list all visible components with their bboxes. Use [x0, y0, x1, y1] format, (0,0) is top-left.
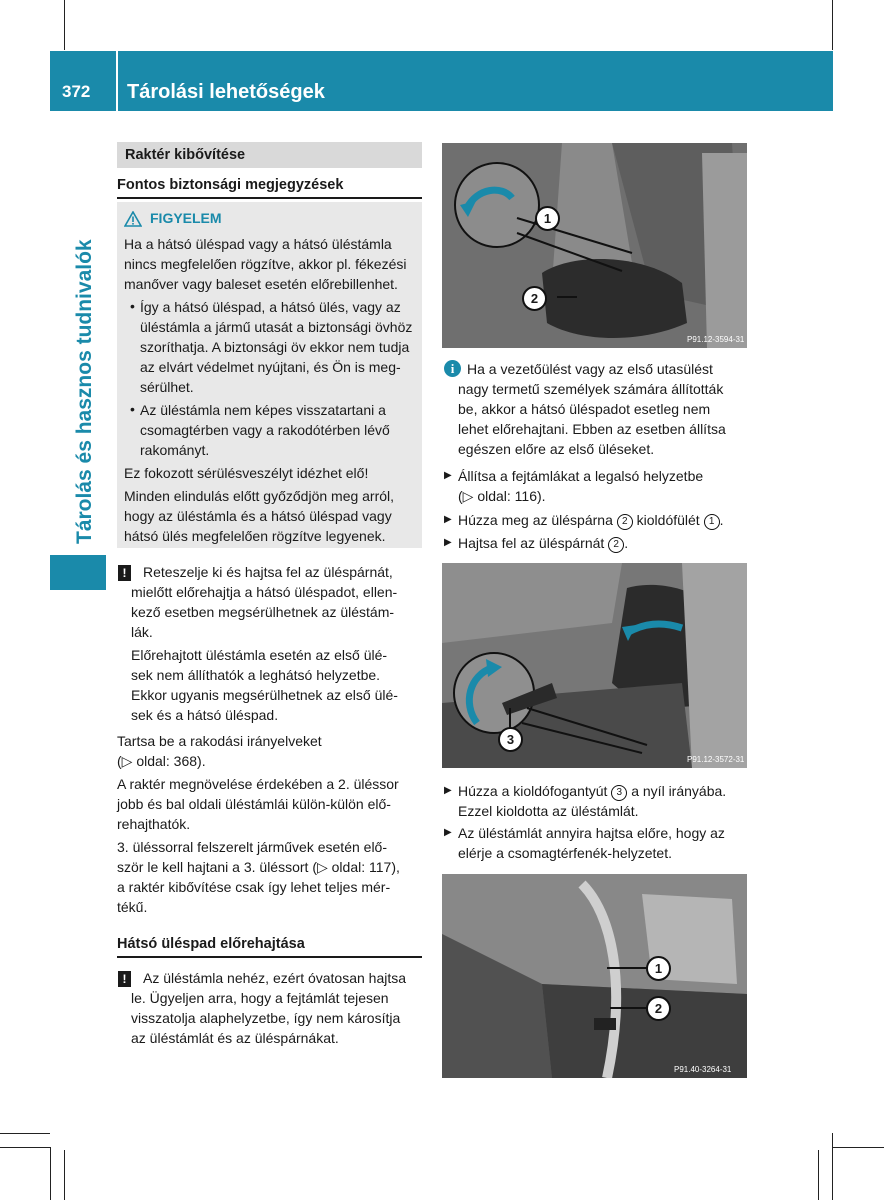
note-line: Reteszelje ki és hajtsa fel az üléspárnát,: [143, 564, 393, 580]
crop-mark: [64, 0, 65, 50]
photo-code: P91.12-3572-31: [687, 755, 745, 764]
step-text: Hajtsa fel az üléspárnát: [458, 535, 609, 551]
heading-rule: [117, 197, 422, 199]
warning-line: nincs megfelelően rögzítve, akkor pl. fékezési: [124, 256, 407, 272]
note-line: lák.: [131, 624, 153, 640]
step-line: [458, 781, 726, 802]
note-line: le. Ügyeljen arra, hogy a fejtámlát tejesen: [131, 990, 389, 1006]
side-tab-marker: [50, 555, 106, 590]
cargo-area-strap-photo: [442, 874, 747, 1078]
page-reference-link[interactable]: (▷ oldal: 368).: [117, 753, 206, 769]
fold-heading: Hátsó üléspad előrehajtása: [117, 936, 305, 952]
warning-line: manőver vagy baleset esetén előrebillenhet.: [124, 276, 398, 292]
body-line: A raktér megnövelése érdekében a 2. üléssor: [117, 776, 399, 792]
callout-2: 2: [646, 996, 671, 1021]
step-line: [458, 533, 628, 554]
note-line: visszatolja alaphelyzetbe, így nem károsítja: [131, 1010, 401, 1026]
note-line: kező esetben megsérülhetnek az üléstám-: [131, 604, 395, 620]
body-line: a raktér kibővítése csak így lehet teljes mér-: [117, 879, 391, 895]
side-tab-label: Tárolás és hasznos tudnivalók: [73, 239, 96, 544]
warning-bullet-line: Így a hátsó üléspad, a hátsó ülés, vagy az: [140, 299, 401, 315]
warning-line: Minden elindulás előtt győződjön meg arról,: [124, 488, 395, 504]
crop-mark: [50, 1147, 51, 1200]
step-line: elérje a csomagtérfenék-helyzetet.: [458, 845, 672, 861]
crop-mark: [64, 1150, 65, 1200]
seat-backrest-release-photo: [442, 563, 747, 768]
warning-line: Ez fokozott sérülésveszélyt idézhet elő!: [124, 465, 369, 481]
rear-seat-cushion-photo: [442, 143, 747, 348]
body-line: ször le kell hajtani a 3. üléssort (▷ oldal: 117),: [117, 859, 400, 875]
step-arrow-icon: ▶: [444, 470, 452, 481]
callout-1: 1: [535, 206, 560, 231]
step-arrow-icon: ▶: [444, 785, 452, 796]
warning-bullet-line: csomagtérben vagy a rakodótérben lévő: [140, 422, 390, 438]
bullet-dot: •: [130, 298, 135, 314]
note-line: az üléstámlát és az üléspárnákat.: [131, 1030, 339, 1046]
step-arrow-icon: ▶: [444, 537, 452, 548]
info-line: lehet előrehajtani. Ebben az esetben állítsa: [458, 421, 726, 437]
step-text: .: [624, 535, 629, 551]
warning-bullet-line: sérülhet.: [140, 379, 194, 395]
note-line: Az üléstámla nehéz, ezért óvatosan hajtsa: [143, 970, 407, 986]
body-line: rehajthatók.: [117, 816, 191, 832]
ref-2: 2: [608, 537, 624, 553]
warning-line: hogy az üléstámla és a hátsó üléspad vagy: [124, 508, 392, 524]
page-title: Tárolási lehetőségek: [127, 81, 325, 103]
ref-1: 1: [704, 514, 720, 530]
crop-mark: [0, 1133, 50, 1134]
step-text: .: [719, 512, 724, 528]
step-text: a nyíl irányába.: [631, 783, 727, 799]
body-line: jobb és bal oldali üléstámlái külön-külön elő-: [117, 796, 391, 812]
step-text: Húzza a kioldófogantyút: [458, 783, 608, 799]
note-line: Előrehajtott üléstámla esetén az első ülé-: [131, 647, 388, 663]
crop-mark: [818, 1150, 819, 1200]
info-icon: i: [444, 360, 461, 377]
note-line: mielőtt előrehajtja a hátsó üléspadot, ellen-: [131, 584, 398, 600]
step-line: Az üléstámlát annyira hajtsa előre, hogy az: [458, 825, 725, 841]
step-arrow-icon: ▶: [444, 827, 452, 838]
crop-mark: [832, 0, 833, 50]
caution-icon: !: [118, 565, 131, 581]
note-line: sek és a hátsó üléspad.: [131, 707, 279, 723]
body-line: Tartsa be a rakodási irányelveket: [117, 733, 322, 749]
step-line: Állítsa a fejtámlákat a legalsó helyzetbe: [458, 468, 704, 484]
section-title: Raktér kibővítése: [117, 142, 422, 168]
crop-mark: [0, 1147, 50, 1148]
step-text: kioldófülét: [632, 512, 704, 528]
step-line: [458, 510, 723, 531]
ref-3: 3: [611, 785, 627, 801]
callout-2: 2: [522, 286, 547, 311]
caution-icon: !: [118, 971, 131, 987]
warning-title: FIGYELEM: [150, 210, 222, 226]
body-line: tékű.: [117, 899, 148, 915]
page-reference-link[interactable]: (▷ oldal: 116).: [458, 488, 546, 504]
step-line: Ezzel kioldotta az üléstámlát.: [458, 803, 639, 819]
warning-bullet-line: az elvárt védelmet nyújtani, és Ön is meg-: [140, 359, 401, 375]
warning-bullet-line: szoríthatja. A biztonsági öv ekkor nem tudja: [140, 339, 410, 355]
photo-code: P91.40-3264-31: [674, 1065, 732, 1074]
body-line: 3. üléssorral felszerelt járművek esetén elő-: [117, 839, 388, 855]
seat-cushion-illustration: [442, 143, 747, 348]
backrest-release-illustration: [442, 563, 747, 768]
ref-2: 2: [617, 514, 633, 530]
note-line: sek nem állíthatók a leghátsó helyzetbe.: [131, 667, 381, 683]
warning-bullet-line: rakományt.: [140, 442, 210, 458]
info-line: nagy termetű személyek számára állították: [458, 381, 724, 397]
cargo-strap-illustration: [442, 874, 747, 1078]
info-line: Ha a vezetőülést vagy az első utasülést: [467, 361, 713, 377]
warning-icon: [124, 211, 142, 227]
heading-rule: [117, 956, 422, 958]
crop-mark: [832, 1133, 833, 1200]
safety-heading: Fontos biztonsági megjegyzések: [117, 177, 344, 193]
photo-code: P91.12-3594-31: [687, 335, 745, 344]
warning-bullet-line: Az üléstámla nem képes visszatartani a: [140, 402, 386, 418]
warning-line: Ha a hátsó üléspad vagy a hátsó üléstámla: [124, 236, 392, 252]
info-line: egészen előre az első üléseket.: [458, 441, 655, 457]
crop-mark: [832, 1147, 884, 1148]
callout-3: 3: [498, 727, 523, 752]
note-line: Ekkor ugyanis megsérülhetnek az első ülé-: [131, 687, 398, 703]
warning-bullet-line: üléstámla a jármű utasát a biztonsági övhöz: [140, 319, 413, 335]
page-number: 372: [62, 82, 91, 101]
bullet-dot: •: [130, 401, 135, 417]
callout-1: 1: [646, 956, 671, 981]
info-line: be, akkor a hátsó üléspadot esetleg nem: [458, 401, 711, 417]
step-text: Húzza meg az üléspárna: [458, 512, 617, 528]
step-arrow-icon: ▶: [444, 514, 452, 525]
header-divider: [116, 51, 118, 111]
warning-line: hátsó ülés megfelelően rögzítve legyenek.: [124, 528, 386, 544]
